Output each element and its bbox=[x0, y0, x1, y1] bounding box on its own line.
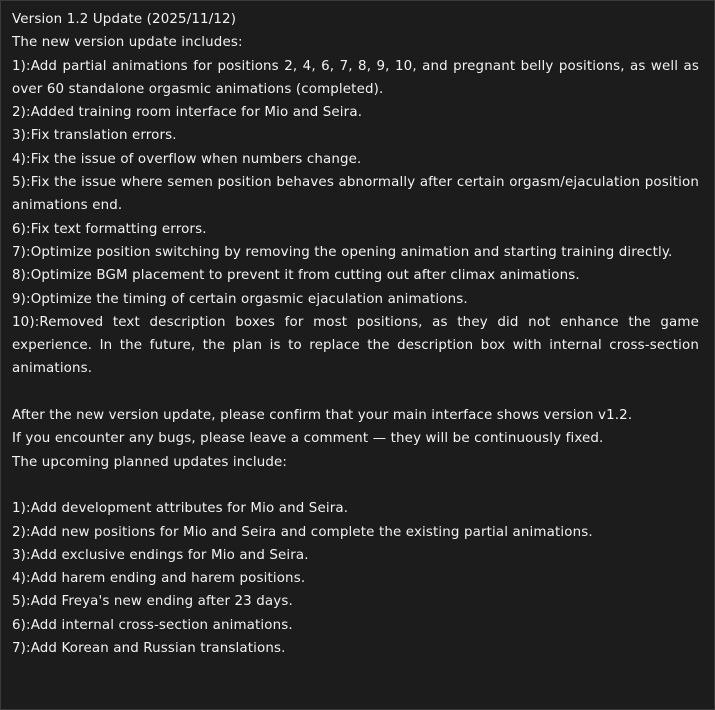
change-item: 6):Fix text formatting errors. bbox=[12, 221, 207, 237]
change-item: 5):Fix the issue where semen position behaves abnormally after certain orgasm/ejaculation position animations end. bbox=[12, 175, 699, 214]
planned-item: 3):Add exclusive endings for Mio and Seira. bbox=[12, 547, 309, 563]
planned-item: 4):Add harem ending and harem positions. bbox=[12, 571, 306, 587]
change-item: 9):Optimize the timing of certain orgasmic ejaculation animations. bbox=[12, 291, 468, 307]
planned-item: 7):Add Korean and Russian translations. bbox=[12, 641, 286, 657]
note-line: If you encounter any bugs, please leave a comment — they will be continuously fixed. bbox=[12, 431, 604, 447]
update-title: Version 1.2 Update (2025/11/12) bbox=[12, 12, 237, 27]
change-item: 4):Fix the issue of overflow when numbers change. bbox=[12, 151, 362, 167]
spacer bbox=[12, 381, 699, 404]
planned-item: 5):Add Freya's new ending after 23 days. bbox=[12, 594, 293, 610]
change-item: 10):Removed text description boxes for most positions, as they did not enhance the game experience. In the future, the plan is to replace the description box with internal cross-section animations. bbox=[12, 314, 699, 377]
change-list bbox=[12, 55, 699, 381]
spacer bbox=[12, 474, 699, 497]
change-item: 7):Optimize position switching by removing the opening animation and starting training directly. bbox=[12, 244, 673, 260]
change-item: 8):Optimize BGM placement to prevent it from cutting out after climax animations. bbox=[12, 268, 580, 284]
planned-list bbox=[12, 497, 699, 660]
change-item: 2):Added training room interface for Mio and Seira. bbox=[12, 105, 363, 121]
note-line: The upcoming planned updates include: bbox=[12, 454, 288, 470]
planned-item: 2):Add new positions for Mio and Seira and complete the existing partial animations. bbox=[12, 524, 593, 540]
planned-item: 6):Add internal cross-section animations. bbox=[12, 617, 293, 633]
update-notes-content bbox=[12, 8, 699, 660]
change-item: 1):Add partial animations for positions 2, 4, 6, 7, 8, 9, 10, and pregnant belly positions, as well as over 60 standalone orgasmic animations (completed). bbox=[12, 58, 699, 97]
note-line: After the new version update, please confirm that your main interface shows version v1.2. bbox=[12, 408, 633, 424]
update-intro: The new version update includes: bbox=[12, 35, 243, 51]
planned-item: 1):Add development attributes for Mio and Seira. bbox=[12, 501, 349, 517]
change-item: 3):Fix translation errors. bbox=[12, 128, 177, 144]
